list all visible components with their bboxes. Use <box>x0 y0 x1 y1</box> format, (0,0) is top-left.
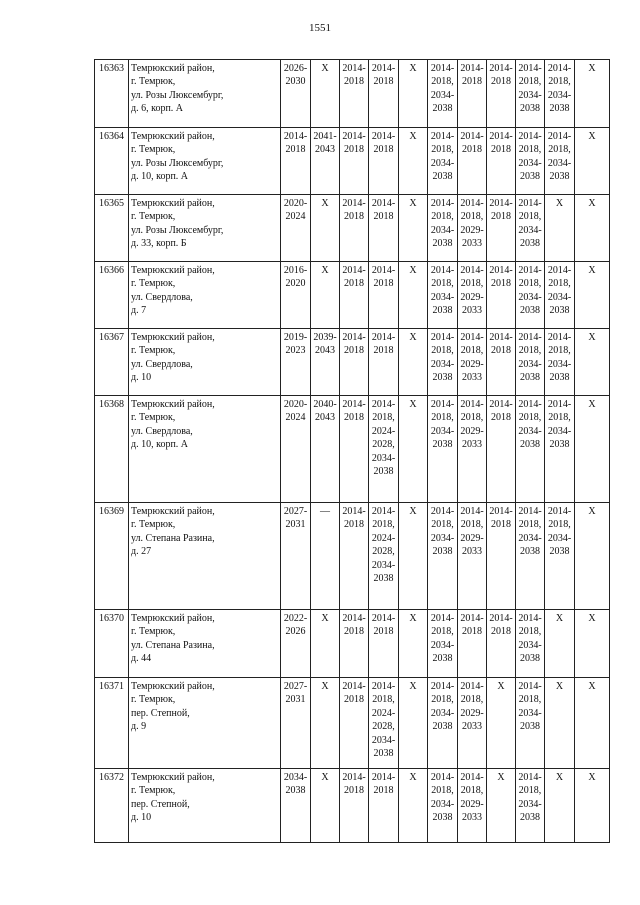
address-line: д. 10, корп. А <box>131 439 189 451</box>
period-cell: 2014- 2018, 2029- 2033 <box>458 396 487 503</box>
table-row <box>95 769 610 843</box>
period-cell: X <box>575 678 610 769</box>
period-cell: X <box>575 769 610 843</box>
period-cell: X <box>399 678 428 769</box>
period-cell: 2014- 2018, 2029- 2033 <box>458 262 487 329</box>
period-cell: 2014- 2018 <box>340 610 369 678</box>
address-line: ул. Розы Люксембург, <box>131 157 224 169</box>
period-cell: 2034- 2038 <box>281 769 311 843</box>
period-cell: X <box>575 329 610 396</box>
address-cell <box>129 396 281 503</box>
address-line: д. 44 <box>131 653 152 665</box>
address-line: д. 33, корп. Б <box>131 238 187 250</box>
period-cell: 2014- 2018 <box>340 329 369 396</box>
period-cell: 2014- 2018, 2034- 2038 <box>545 60 575 128</box>
period-cell: 2020- 2024 <box>281 195 311 262</box>
period-cell: X <box>399 769 428 843</box>
period-cell: 2014- 2018 <box>369 128 399 195</box>
period-cell: 2014- 2018, 2024- 2028, 2034- 2038 <box>369 396 399 503</box>
period-cell: 2016- 2020 <box>281 262 311 329</box>
period-cell: 2014- 2018 <box>487 329 516 396</box>
period-cell: 2014- 2018, 2034- 2038 <box>545 503 575 610</box>
address-line: Темрюкский район, <box>131 681 215 692</box>
period-cell: 2014- 2018 <box>458 610 487 678</box>
period-cell: 2014- 2018, 2029- 2033 <box>458 195 487 262</box>
period-cell: 2014- 2018, 2034- 2038 <box>545 396 575 503</box>
address-cell <box>129 610 281 678</box>
period-cell: 2014- 2018 <box>369 769 399 843</box>
period-cell: X <box>311 195 340 262</box>
period-cell: 2014- 2018 <box>340 128 369 195</box>
row-number: 16368 <box>95 396 129 503</box>
address-line: ул. Свердлова, <box>131 358 193 370</box>
address-cell <box>129 769 281 843</box>
period-cell: 2014- 2018, 2034- 2038 <box>516 503 545 610</box>
period-cell: 2014- 2018, 2034- 2038 <box>516 329 545 396</box>
period-cell: X <box>575 396 610 503</box>
address-line: ул. Розы Люксембург, <box>131 224 224 236</box>
period-cell: 2014- 2018, 2024- 2028, 2034- 2038 <box>369 503 399 610</box>
address-line: г. Темрюк, <box>131 785 176 797</box>
address-line: Темрюкский район, <box>131 332 215 343</box>
address-line: ул. Свердлова, <box>131 291 193 303</box>
period-cell: 2014- 2018, 2034- 2038 <box>516 610 545 678</box>
period-cell: 2014- 2018 <box>487 396 516 503</box>
address-cell <box>129 195 281 262</box>
period-cell: 2014- 2018 <box>487 195 516 262</box>
address-line: д. 7 <box>131 305 147 317</box>
period-cell: X <box>399 128 428 195</box>
period-cell: 2014- 2018, 2034- 2038 <box>516 769 545 843</box>
address-cell <box>129 60 281 128</box>
period-cell: X <box>399 329 428 396</box>
table-row <box>95 503 610 610</box>
address-line: г. Темрюк, <box>131 278 176 290</box>
period-cell: X <box>311 678 340 769</box>
address-line: ул. Степана Разина, <box>131 532 215 544</box>
address-line: Темрюкский район, <box>131 198 215 209</box>
period-cell: 2014- 2018 <box>340 262 369 329</box>
period-cell: 2014- 2018, 2034- 2038 <box>545 262 575 329</box>
address-line: ул. Степана Разина, <box>131 639 215 651</box>
row-number: 16370 <box>95 610 129 678</box>
row-number: 16364 <box>95 128 129 195</box>
period-cell: 2014- 2018, 2024- 2028, 2034- 2038 <box>369 678 399 769</box>
period-cell: X <box>399 262 428 329</box>
period-cell: 2014- 2018, 2029- 2033 <box>458 329 487 396</box>
period-cell: 2014- 2018, 2029- 2033 <box>458 503 487 610</box>
address-cell <box>129 678 281 769</box>
period-cell: 2014- 2018, 2034- 2038 <box>516 396 545 503</box>
address-line: д. 6, корп. А <box>131 103 184 115</box>
period-cell: 2022- 2026 <box>281 610 311 678</box>
address-line: Темрюкский район, <box>131 506 215 517</box>
address-line: г. Темрюк, <box>131 519 176 531</box>
table-row <box>95 610 610 678</box>
address-line: г. Темрюк, <box>131 694 176 706</box>
period-cell: X <box>575 60 610 128</box>
period-cell: — <box>311 503 340 610</box>
address-cell <box>129 503 281 610</box>
period-cell: X <box>399 195 428 262</box>
period-cell: 2014- 2018, 2034- 2038 <box>516 262 545 329</box>
period-cell: 2014- 2018, 2034- 2038 <box>428 610 458 678</box>
period-cell: 2014- 2018, 2034- 2038 <box>516 678 545 769</box>
period-cell: 2014- 2018, 2034- 2038 <box>516 60 545 128</box>
period-cell: 2014- 2018, 2034- 2038 <box>428 678 458 769</box>
period-cell: 2014- 2018 <box>487 503 516 610</box>
address-line: д. 27 <box>131 546 152 558</box>
period-cell: 2014- 2018, 2034- 2038 <box>516 195 545 262</box>
period-cell: X <box>399 60 428 128</box>
row-number: 16367 <box>95 329 129 396</box>
period-cell: 2014- 2018, 2034- 2038 <box>428 329 458 396</box>
period-cell: X <box>545 678 575 769</box>
period-cell: 2027- 2031 <box>281 678 311 769</box>
period-cell: 2014- 2018 <box>487 128 516 195</box>
table-row <box>95 329 610 396</box>
table-row <box>95 396 610 503</box>
period-cell: 2014- 2018 <box>458 60 487 128</box>
address-line: Темрюкский район, <box>131 613 215 624</box>
address-line: г. Темрюк, <box>131 345 176 357</box>
address-line: ул. Розы Люксембург, <box>131 89 224 101</box>
table-row <box>95 195 610 262</box>
address-line: г. Темрюк, <box>131 412 176 424</box>
period-cell: X <box>575 262 610 329</box>
address-line: Темрюкский район, <box>131 63 215 74</box>
period-cell: 2014- 2018, 2029- 2033 <box>458 769 487 843</box>
period-cell: 2014- 2018 <box>369 610 399 678</box>
period-cell: X <box>399 610 428 678</box>
address-cell <box>129 329 281 396</box>
period-cell: X <box>311 60 340 128</box>
period-cell: 2014- 2018, 2034- 2038 <box>545 329 575 396</box>
table-row <box>95 678 610 769</box>
period-cell: 2014- 2018 <box>340 769 369 843</box>
period-cell: 2014- 2018 <box>340 396 369 503</box>
period-cell: 2014- 2018 <box>369 60 399 128</box>
period-cell: 2040- 2043 <box>311 396 340 503</box>
period-cell: 2014- 2018 <box>369 262 399 329</box>
period-cell: X <box>399 396 428 503</box>
address-line: г. Темрюк, <box>131 76 176 88</box>
period-cell: 2014- 2018 <box>369 195 399 262</box>
period-cell: 2014- 2018 <box>340 678 369 769</box>
address-line: г. Темрюк, <box>131 626 176 638</box>
period-cell: X <box>575 128 610 195</box>
period-cell: 2026- 2030 <box>281 60 311 128</box>
table-row <box>95 262 610 329</box>
period-cell: X <box>575 610 610 678</box>
address-line: пер. Степной, <box>131 707 190 719</box>
table-row <box>95 60 610 128</box>
period-cell: X <box>545 195 575 262</box>
period-cell: 2020- 2024 <box>281 396 311 503</box>
period-cell: X <box>575 503 610 610</box>
address-line: д. 10 <box>131 812 152 824</box>
period-cell: X <box>487 769 516 843</box>
address-line: д. 10 <box>131 372 152 384</box>
address-line: пер. Степной, <box>131 798 190 810</box>
period-cell: 2014- 2018 <box>487 60 516 128</box>
address-line: г. Темрюк, <box>131 211 176 223</box>
period-cell: 2014- 2018 <box>487 610 516 678</box>
address-cell <box>129 262 281 329</box>
address-line: ул. Свердлова, <box>131 425 193 437</box>
period-cell: 2014- 2018 <box>369 329 399 396</box>
period-cell: 2014- 2018, 2034- 2038 <box>428 396 458 503</box>
address-line: д. 10, корп. А <box>131 171 189 183</box>
row-number: 16363 <box>95 60 129 128</box>
registry-table <box>94 59 610 843</box>
address-line: Темрюкский район, <box>131 265 215 276</box>
period-cell: 2027- 2031 <box>281 503 311 610</box>
period-cell: 2014- 2018, 2034- 2038 <box>516 128 545 195</box>
period-cell: X <box>311 610 340 678</box>
period-cell: 2014- 2018 <box>458 128 487 195</box>
period-cell: 2039- 2043 <box>311 329 340 396</box>
period-cell: 2041- 2043 <box>311 128 340 195</box>
row-number: 16365 <box>95 195 129 262</box>
period-cell: 2019- 2023 <box>281 329 311 396</box>
period-cell: 2014- 2018, 2034- 2038 <box>428 128 458 195</box>
address-line: г. Темрюк, <box>131 144 176 156</box>
period-cell: 2014- 2018, 2034- 2038 <box>428 769 458 843</box>
row-number: 16371 <box>95 678 129 769</box>
period-cell: X <box>311 769 340 843</box>
period-cell: 2014- 2018, 2029- 2033 <box>458 678 487 769</box>
row-number: 16372 <box>95 769 129 843</box>
period-cell: X <box>545 610 575 678</box>
period-cell: 2014- 2018 <box>281 128 311 195</box>
period-cell: X <box>487 678 516 769</box>
period-cell: X <box>575 195 610 262</box>
period-cell: 2014- 2018, 2034- 2038 <box>428 60 458 128</box>
period-cell: 2014- 2018 <box>340 195 369 262</box>
period-cell: 2014- 2018 <box>340 60 369 128</box>
row-number: 16366 <box>95 262 129 329</box>
address-line: Темрюкский район, <box>131 131 215 142</box>
row-number: 16369 <box>95 503 129 610</box>
address-cell <box>129 128 281 195</box>
period-cell: 2014- 2018 <box>340 503 369 610</box>
address-line: Темрюкский район, <box>131 772 215 783</box>
period-cell: X <box>311 262 340 329</box>
period-cell: 2014- 2018, 2034- 2038 <box>428 503 458 610</box>
period-cell: X <box>545 769 575 843</box>
period-cell: 2014- 2018 <box>487 262 516 329</box>
address-line: д. 9 <box>131 721 147 733</box>
period-cell: 2014- 2018, 2034- 2038 <box>428 195 458 262</box>
address-line: Темрюкский район, <box>131 399 215 410</box>
period-cell: 2014- 2018, 2034- 2038 <box>428 262 458 329</box>
page-number: 1551 <box>309 22 331 34</box>
period-cell: 2014- 2018, 2034- 2038 <box>545 128 575 195</box>
period-cell: X <box>399 503 428 610</box>
table-row <box>95 128 610 195</box>
